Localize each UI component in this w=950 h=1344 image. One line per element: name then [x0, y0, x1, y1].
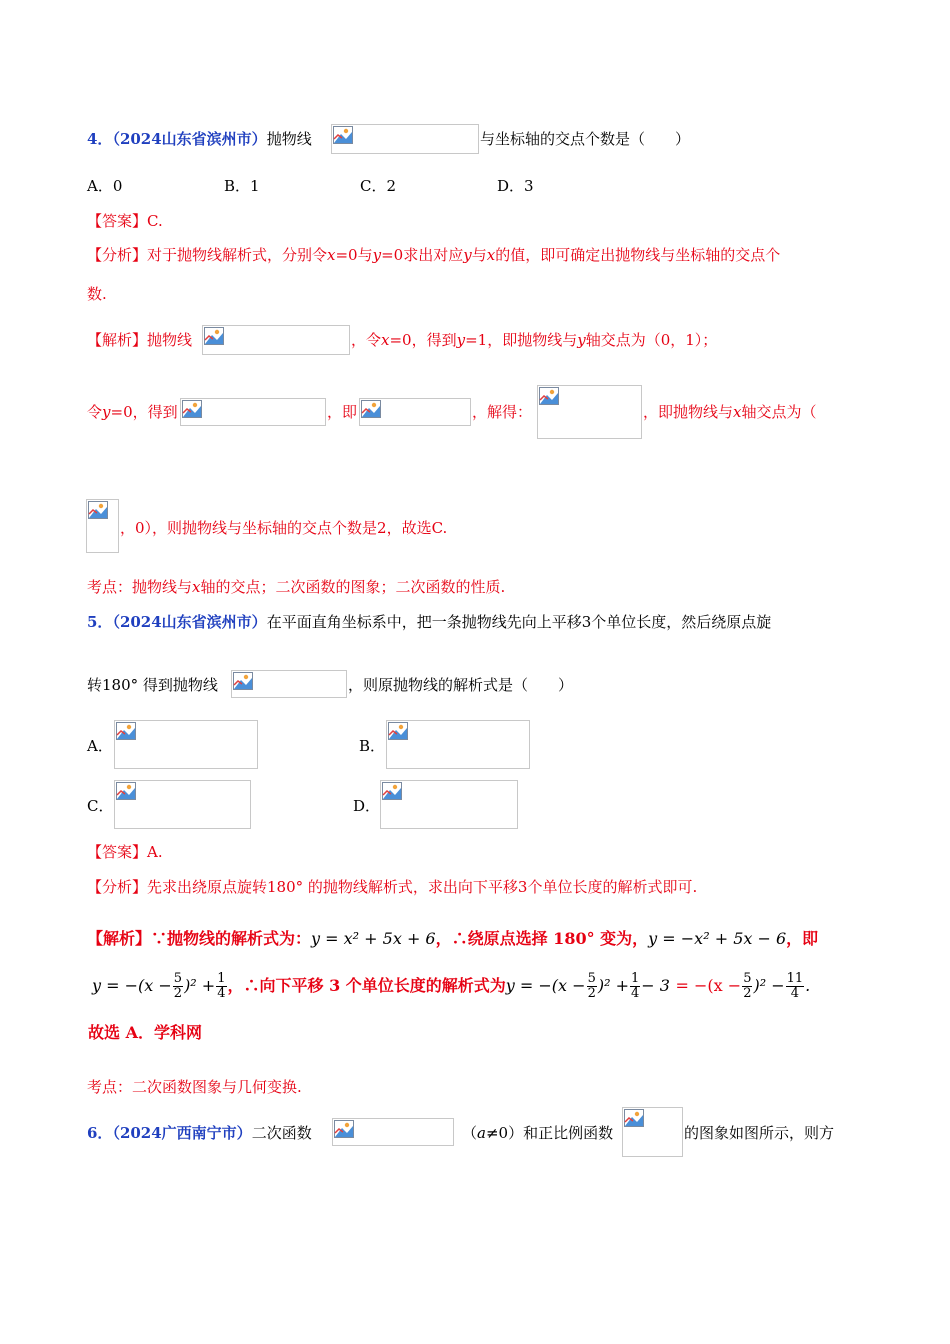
q4-option-b: B．1: [224, 177, 260, 195]
q4-option-a: A．0: [87, 177, 123, 195]
q4-analysis: 【分析】对于抛物线解析式，分别令x=0与y=0求出对应y与x的值，即可确定出抛物线与坐标轴的交点个: [87, 246, 781, 264]
q6-line-mid: （a≠0）和正比例函数: [462, 1124, 614, 1142]
q6-line-end: 的图象如图所示，则方: [684, 1124, 835, 1142]
q4-eq-image-1: [180, 398, 326, 426]
broken-image-icon: [88, 501, 108, 519]
q5-option-a-label: A．: [87, 737, 113, 755]
q5-eq2: y = −x² + 5x − 6: [648, 929, 787, 948]
q6-source: （2024广西南宁市）: [112, 1124, 252, 1142]
q4-solution-label: 【解析】抛物线: [87, 331, 193, 349]
q5-line2-end: ，则原抛物线的解析式是（ ）: [348, 676, 574, 694]
q4-solution-formula-image: [202, 325, 350, 355]
q4-source: （2024山东省滨州市）: [112, 130, 267, 148]
q5-line1: 5．（2024山东省滨州市）在平面直角坐标系中，把一条抛物线先向上平移3个单位长度，然后绕原点旋: [87, 613, 772, 631]
q5-answer: 【答案】A.: [87, 843, 163, 861]
q4-eq-image-2: [359, 398, 471, 426]
q6-number: 6．: [87, 1124, 113, 1142]
broken-image-icon: [382, 782, 402, 800]
q5-solution-line2: y = −(x − $\frac{5}{2}$ )² + $\frac{1}{4}$ ，∴向下平移 3 个单位长度的解析式为y = −(x − $\frac{5}{2}$ )² + $\frac{1}{4}$ − 3 = −(x − $\frac{5}{2}$ )² − $\frac{11}{4}$ .: [92, 971, 811, 1001]
q6-line-start: 6．（2024广西南宁市）二次函数: [87, 1124, 312, 1142]
q5-key-points: 考点：二次函数图象与几何变换.: [87, 1078, 302, 1096]
q6-quadratic-image: [332, 1118, 454, 1146]
broken-image-icon: [624, 1109, 644, 1127]
q5-formula-image: [231, 670, 347, 698]
q4-number: 4．: [87, 130, 113, 148]
broken-image-icon: [116, 782, 136, 800]
q5-solution-final: 故选 A．学科网: [88, 1023, 202, 1042]
q4-option-d: D．3: [497, 177, 534, 195]
q4-solution-ji: ，即: [327, 403, 358, 421]
q5-option-b-image: [386, 720, 530, 769]
q5-option-c-label: C．: [87, 797, 114, 815]
broken-image-icon: [334, 1120, 354, 1138]
q4-solution-line2a: 令y=0，得到: [87, 403, 178, 421]
q4-answer: 【答案】C.: [87, 212, 163, 230]
broken-image-icon: [388, 722, 408, 740]
q5-option-b-label: B．: [359, 737, 386, 755]
broken-image-icon: [233, 672, 253, 690]
q4-formula-image: [331, 124, 479, 154]
q4-root-fraction-image: [86, 499, 119, 553]
broken-image-icon: [204, 327, 224, 345]
q5-option-a-image: [114, 720, 258, 769]
q5-line2: 转180° 得到抛物线: [87, 676, 218, 694]
q4-roots-image: [537, 385, 642, 439]
q5-source: （2024山东省滨州市）: [112, 613, 267, 631]
q5-analysis: 【分析】先求出绕原点旋转180° 的抛物线解析式，求出向下平移3个单位长度的解析式即可.: [87, 878, 698, 896]
q5-number: 5．: [87, 613, 113, 631]
q4-text-after: 与坐标轴的交点个数是（ ）: [480, 130, 691, 148]
q4-option-c: C．2: [360, 177, 397, 195]
q6-linear-image: [622, 1107, 683, 1157]
broken-image-icon: [539, 387, 559, 405]
broken-image-icon: [182, 400, 202, 418]
q5-solution-line1: 【解析】∵抛物线的解析式为：y = x² + 5x + 6，∴绕原点选择 180° 变为，y = −x² + 5x − 6，即: [87, 929, 819, 948]
broken-image-icon: [333, 126, 353, 144]
q5-eq1: y = x² + 5x + 6: [311, 929, 436, 948]
q4-text-before: 抛物线: [266, 130, 312, 148]
q5-option-c-image: [114, 780, 251, 829]
q4-analysis-cont: 数.: [87, 285, 107, 303]
q4-key-points: 考点：抛物线与x轴的交点；二次函数的图象；二次函数的性质.: [87, 578, 506, 596]
q4-solution-line2b: ，即抛物线与x轴交点为（: [643, 403, 817, 421]
q4-solution-line1: ，令x=0，得到y=1，即抛物线与y轴交点为（0，1）；: [351, 331, 718, 349]
q5-option-d-label: D．: [353, 797, 381, 815]
broken-image-icon: [116, 722, 136, 740]
q4-solution-jiede: ，解得：: [472, 403, 533, 421]
q4-solution-conclusion: ，0），则抛物线与坐标轴的交点个数是2，故选C.: [120, 519, 448, 537]
q5-option-d-image: [380, 780, 518, 829]
broken-image-icon: [361, 400, 381, 418]
q4-line: [87, 129, 312, 149]
